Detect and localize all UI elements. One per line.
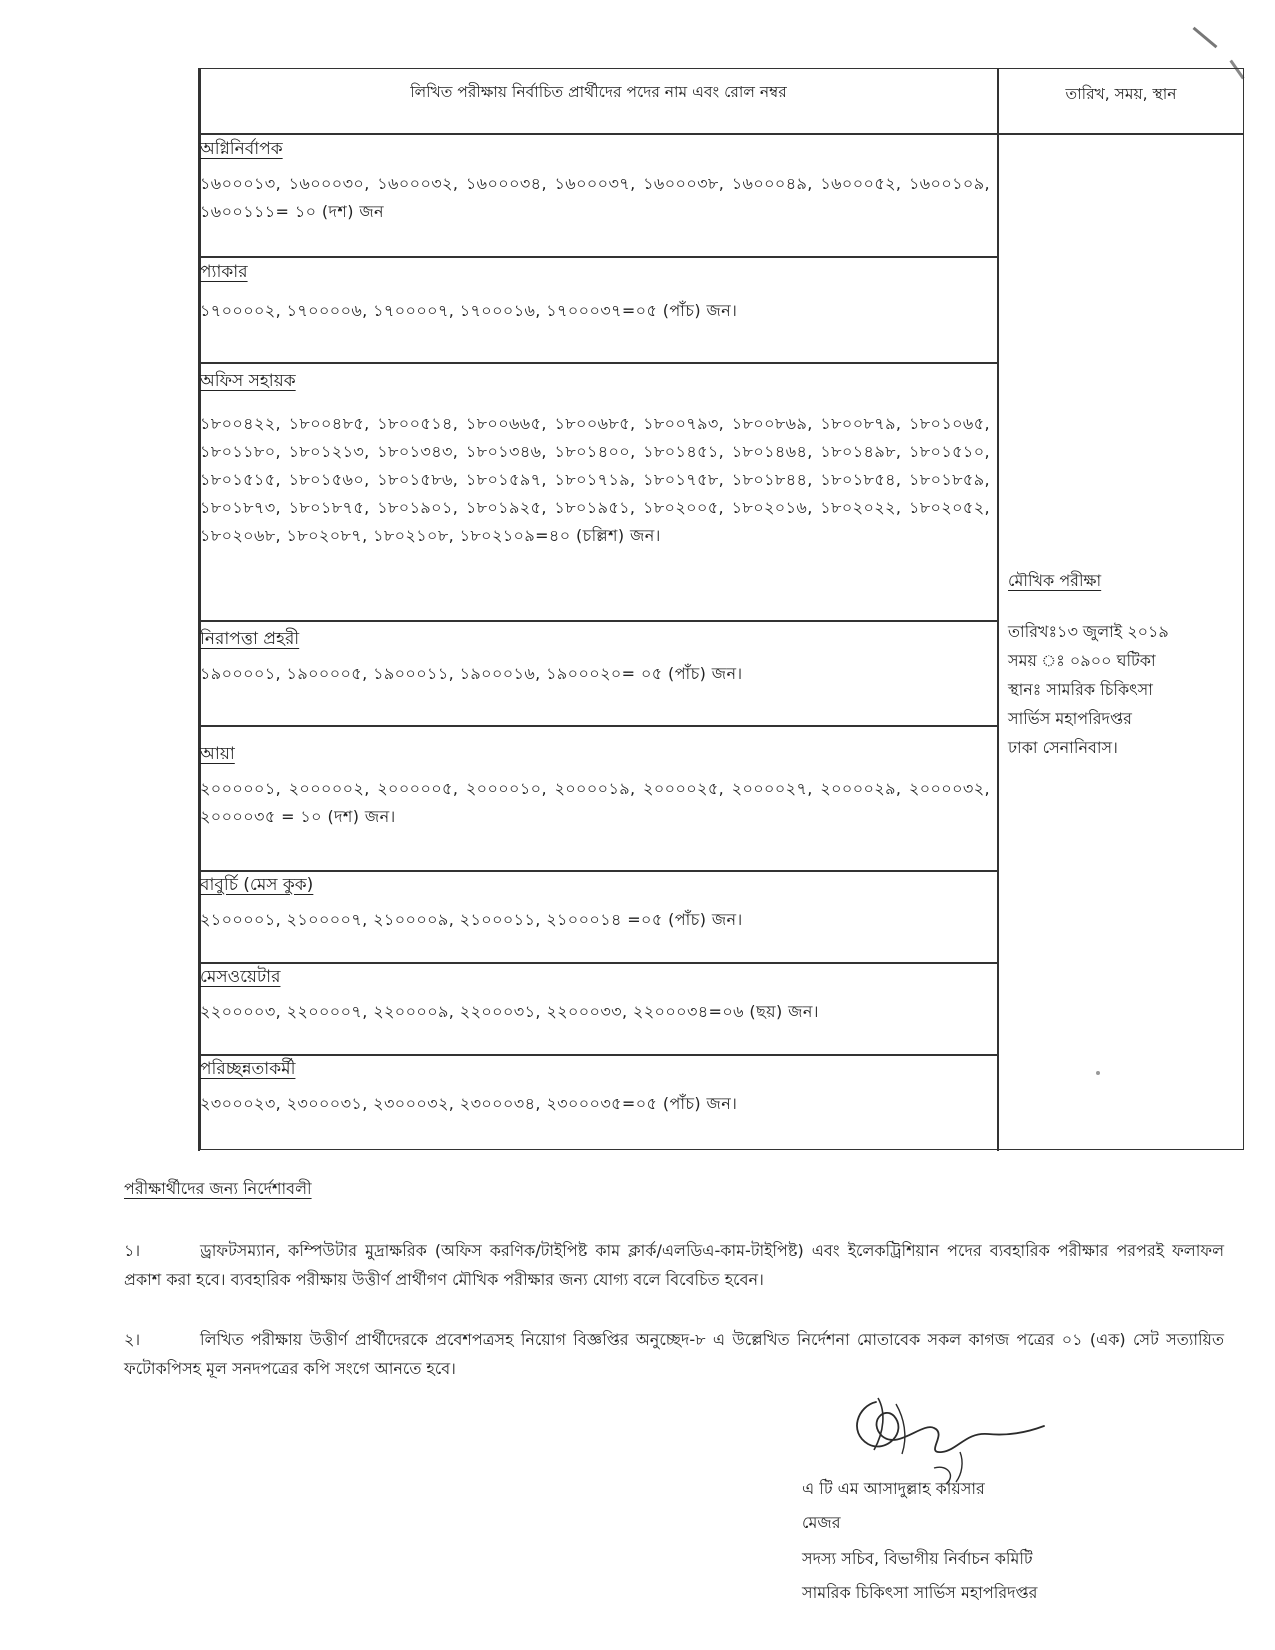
roll-numbers: ২১০০০০১, ২১০০০০৭, ২১০০০০৯, ২১০০০১১, ২১০০০১৪ =০৫ (পাঁচ) জন।: [200, 910, 743, 929]
header-date-time-place-label: তারিখ, সময়, স্থান: [1065, 85, 1177, 103]
header-posts-rolls-label: লিখিত পরীক্ষায় নির্বাচিত প্রার্থীদের পদের নাম এবং রোল নম্বর: [410, 83, 787, 101]
roll-numbers: ১৯০০০০১, ১৯০০০০৫, ১৯০০০১১, ১৯০০০১৬, ১৯০০০২০= ০৫ (পাঁচ) জন।: [200, 664, 743, 683]
header-date-time-place: [998, 82, 1244, 108]
roll-numbers: ২২০০০০৩, ২২০০০০৭, ২২০০০০৯, ২২০০০৩১, ২২০০০৩৩, ২২০০০৩৪=০৬ (ছয়) জন।: [200, 1002, 819, 1021]
post-name: পরিচ্ছন্নতাকর্মী: [200, 1059, 296, 1079]
post-name: বাবুর্চি (মেস কুক): [200, 875, 314, 895]
viva-title: মৌখিক পরীক্ষা: [1008, 571, 1102, 590]
signatory-rank: মেজর: [802, 1513, 841, 1532]
header-divider: [200, 133, 1244, 135]
column-divider: [997, 68, 999, 1151]
scan-mark: [1193, 27, 1218, 49]
header-posts-rolls: [200, 80, 997, 106]
post-name: আয়া: [200, 744, 235, 764]
post-row: [200, 136, 990, 226]
viva-date: তারিখঃ১৩ জুলাই ২০১৯: [1008, 622, 1169, 641]
instruction-number: ১।: [124, 1241, 141, 1260]
row-divider: [200, 362, 997, 364]
post-row: [200, 872, 990, 934]
instruction-number: ২।: [124, 1330, 141, 1349]
post-name: নিরাপত্তা প্রহরী: [200, 629, 300, 649]
instruction-item: [124, 1325, 1224, 1383]
signatory-office: সামরিক চিকিৎসা সার্ভিস মহাপরিদপ্তর: [802, 1583, 1038, 1602]
post-name: প্যাকার: [200, 262, 248, 282]
post-name: অফিস সহায়ক: [200, 371, 296, 391]
post-row: [200, 1056, 990, 1118]
post-row: [200, 964, 990, 1026]
post-name: মেসওয়েটার: [200, 967, 281, 987]
roll-numbers: ১৭০০০০২, ১৭০০০০৬, ১৭০০০০৭, ১৭০০০১৬, ১৭০০০৩৭=০৫ (পাঁচ) জন।: [200, 301, 738, 320]
row-divider: [200, 620, 997, 622]
post-row: [200, 626, 990, 688]
roll-numbers: ১৮০০৪২২, ১৮০০৪৮৫, ১৮০০৫১৪, ১৮০০৬৬৫, ১৮০০৬৮৫, ১৮০০৭৯৩, ১৮০০৮৬৯, ১৮০০৮৭৯, ১৮০১০৬৫, ১৮০১১৮০, ১৮০১২১৩, ১৮০১৩৪৩, ১৮০১৩৪৬, ১৮০১৪০০, ১৮০১৪৫১, ১৮০১৪৬৪, ১৮০১৪৯৮, ১৮০১৫১০, ১৮০১৫১৫, ১৮০১৫৬০, ১৮০১৫৮৬, ১৮০১৫৯৭, ১৮০১৭১৯, ১৮০১৭৫৮, ১৮০১৮৪৪, ১৮০১৮৫৪, ১৮০১৮৫৯, ১৮০১৮৭৩, ১৮০১৮৭৫, ১৮০১৯০১, ১৮০১৯২৫, ১৮০১৯৫১, ১৮০২০০৫, ১৮০২০১৬, ১৮০২০২২, ১৮০২০৫২, ১৮০২০৬৮, ১৮০২০৮৭, ১৮০২১০৮, ১৮০২১০৯=৪০ (চল্লিশ) জন।: [200, 414, 990, 545]
viva-info: [1008, 566, 1248, 762]
viva-place: সার্ভিস মহাপরিদপ্তর: [1008, 709, 1132, 728]
instructions-title: পরীক্ষার্থীদের জন্য নির্দেশাবলী: [124, 1179, 312, 1198]
roll-numbers: ২০০০০০১, ২০০০০০২, ২০০০০০৫, ২০০০০১০, ২০০০০১৯, ২০০০০২৫, ২০০০০২৭, ২০০০০২৯, ২০০০০৩২, ২০০০০৩৫ = ১০ (দশ) জন।: [200, 779, 990, 826]
post-row: [200, 741, 990, 831]
viva-place: স্থানঃ সামরিক চিকিৎসা: [1008, 680, 1153, 699]
viva-place: ঢাকা সেনানিবাস।: [1008, 738, 1118, 757]
instruction-item: [124, 1236, 1224, 1294]
viva-time: সময় ঃ ০৯০০ ঘটিকা: [1008, 651, 1156, 670]
instruction-text: লিখিত পরীক্ষায় উত্তীর্ণ প্রার্থীদেরকে প্রবেশপত্রসহ নিয়োগ বিজ্ঞপ্তির অনুচ্ছেদ-৮ এ উল্লেখিত নির্দেশনা মোতাবেক সকল কাগজ পত্রের ০১ (এক) সেট সত্যায়িত ফটোকপিসহ মূল সনদপত্রের কপি সংগে আনতে হবে।: [124, 1330, 1224, 1378]
roll-numbers: ১৬০০০১৩, ১৬০০০৩০, ১৬০০০৩২, ১৬০০০৩৪, ১৬০০০৩৭, ১৬০০০৩৮, ১৬০০০৪৯, ১৬০০০৫২, ১৬০০১০৯, ১৬০০১১১= ১০ (দশ) জন: [200, 174, 990, 221]
row-divider: [200, 256, 997, 258]
post-name: অগ্নিনির্বাপক: [200, 139, 283, 159]
signatory-designation: সদস্য সচিব, বিভাগীয় নির্বাচন কমিটি: [802, 1549, 1033, 1568]
post-row: [200, 368, 990, 550]
instruction-text: ড্রাফটসম্যান, কম্পিউটার মুদ্রাক্ষরিক (অফিস করণিক/টাইপিষ্ট কাম ক্লার্ক/এলডিএ-কাম-টাইপিষ্ট) এবং ইলেকট্রিশিয়ান পদের ব্যবহারিক পরীক্ষার পরপরই ফলাফল প্রকাশ করা হবে। ব্যবহারিক পরীক্ষায় উত্তীর্ণ প্রার্থীগণ মৌখিক পরীক্ষার জন্য যোগ্য বলে বিবেচিত হবেন।: [124, 1241, 1224, 1289]
roll-numbers: ২৩০০০২৩, ২৩০০০৩১, ২৩০০০৩২, ২৩০০০৩৪, ২৩০০০৩৫=০৫ (পাঁচ) জন।: [200, 1094, 738, 1113]
post-row: [200, 259, 990, 325]
row-divider: [200, 725, 997, 727]
signatory-name: এ টি এম আসাদুল্লাহ কায়সার: [802, 1479, 985, 1498]
